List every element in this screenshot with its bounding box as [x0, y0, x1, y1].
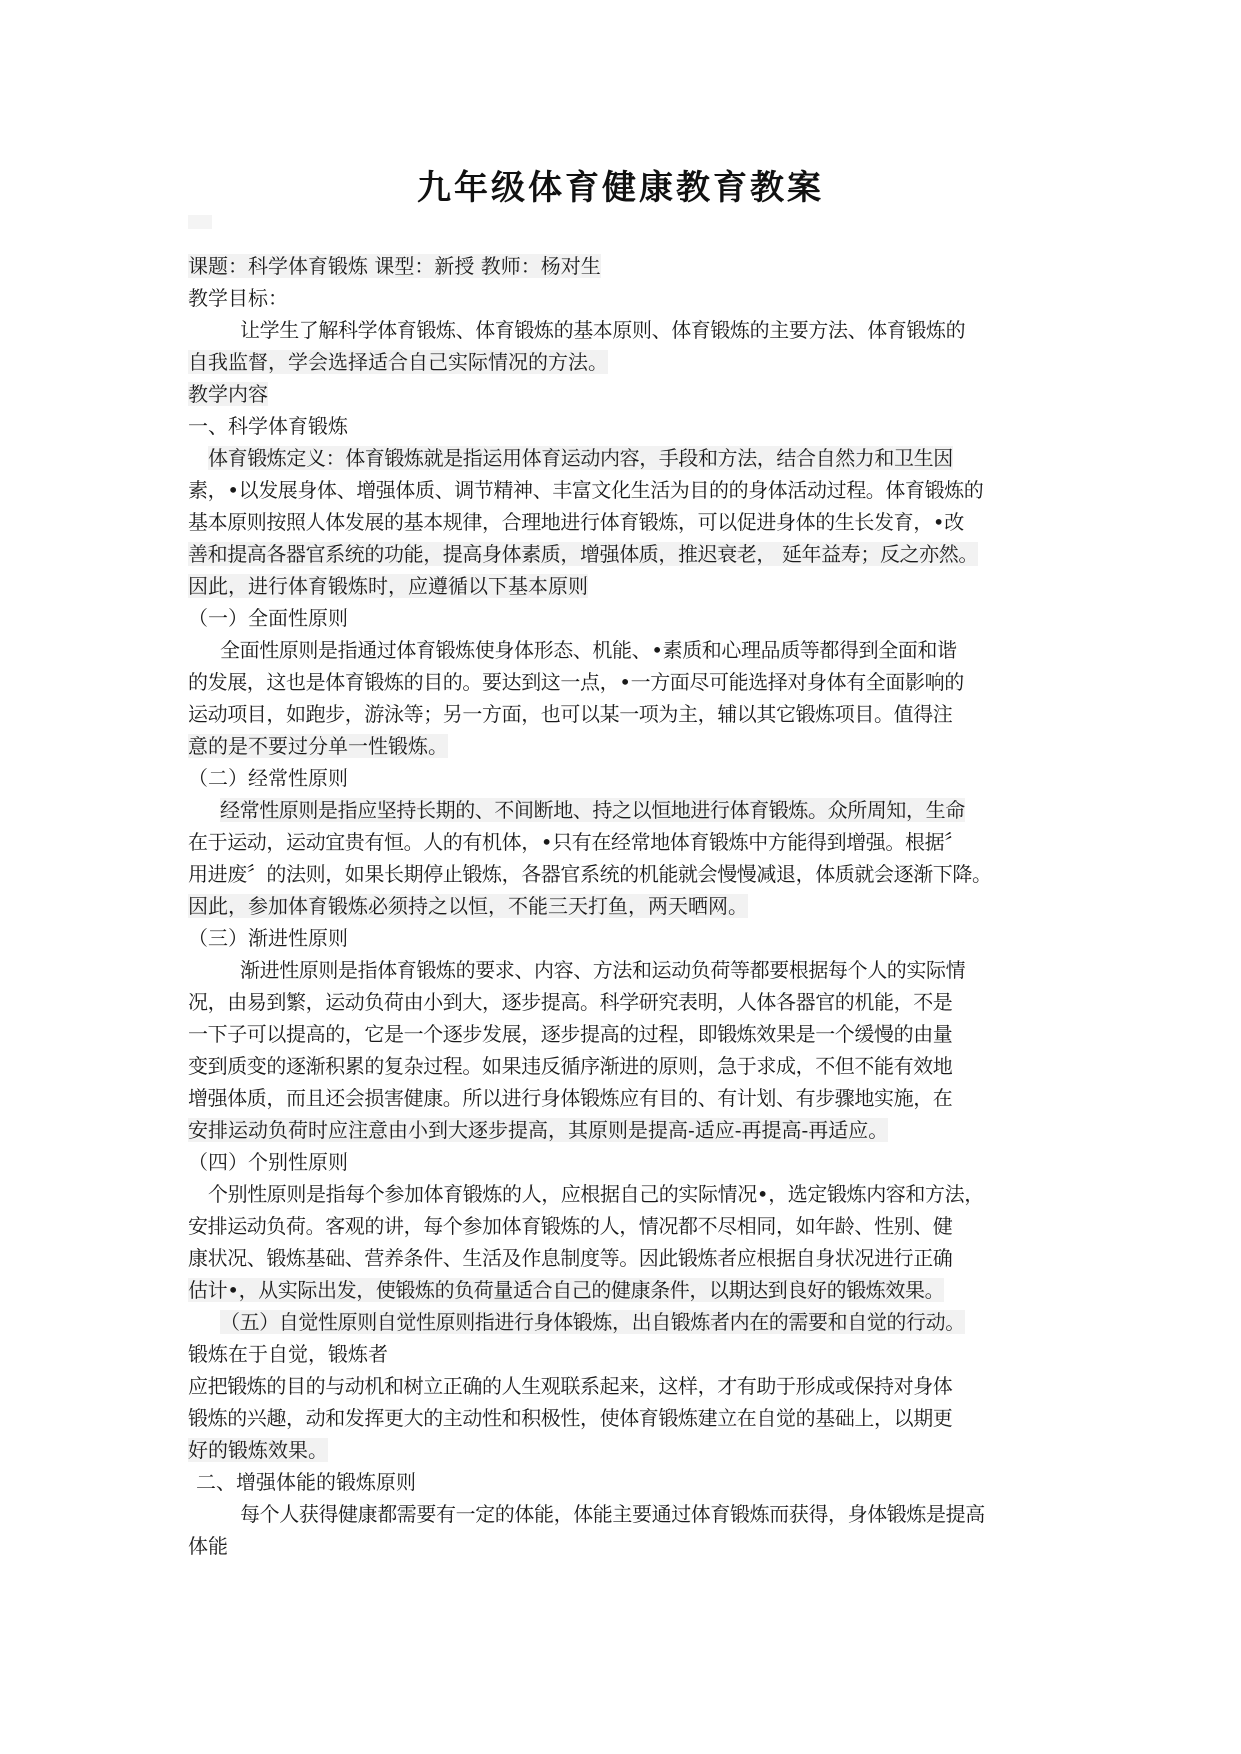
text-line: 课题：科学体育锻炼 课型：新授 教师：杨对生 [188, 254, 601, 278]
text-line: 变到质变的逐渐积累的复杂过程。如果违反循序渐进的原则，急于求成，不但不能有效地 [188, 1054, 953, 1078]
text-line: 自我监督，学会选择适合自己实际情况的方法。 [188, 350, 608, 374]
document-title: 九年级体育健康教育教案 [417, 168, 824, 208]
text-line: （二）经常性原则 [188, 766, 348, 790]
text-line: 全面性原则是指通过体育锻炼使身体形态、机能、•素质和心理品质等都得到全面和谐 [220, 638, 957, 662]
text-line: 好的锻炼效果。 [188, 1438, 328, 1462]
text-line: 安排运动负荷。客观的讲，每个参加体育锻炼的人，情况都不尽相同，如年龄、性别、健 [188, 1214, 953, 1238]
text-line: 因此，参加体育锻炼必须持之以恒，不能三天打鱼，两天晒网。 [188, 894, 748, 918]
text-line: 个别性原则是指每个参加体育锻炼的人，应根据自己的实际情况•，选定锻炼内容和方法， [208, 1182, 984, 1206]
text-line: 善和提高各器官系统的功能，提高身体素质，增强体质，推迟衰老， 延年益寿；反之亦然。 [188, 542, 978, 566]
text-line: 二、增强体能的锻炼原则 [196, 1470, 416, 1494]
document-body [188, 250, 1068, 1562]
text-line: 体育锻炼定义：体育锻炼就是指运用体育运动内容，手段和方法，结合自然力和卫生因 [208, 446, 953, 470]
text-line: 况，由易到繁，运动负荷由小到大，逐步提高。科学研究表明，人体各器官的机能，不是 [188, 990, 953, 1014]
text-line: 体能 [188, 1534, 228, 1558]
text-line: 教学目标： [188, 286, 288, 310]
text-line: 在于运动，运动宜贵有恒。人的有机体，•只有在经常地体育锻炼中方能得到增强。根据〞 [188, 830, 964, 854]
text-line: （五）自觉性原则自觉性原则指进行身体锻炼，出自锻炼者内在的需要和自觉的行动。 [220, 1310, 965, 1334]
text-line: 经常性原则是指应坚持长期的、不间断地、持之以恒地进行体育锻炼。众所周知，生命 [220, 798, 965, 822]
text-line: （三）渐进性原则 [188, 926, 348, 950]
text-line: 渐进性原则是指体育锻炼的要求、内容、方法和运动负荷等都要根据每个人的实际情 [240, 958, 966, 982]
text-line: 锻炼在于自觉，锻炼者 [188, 1342, 388, 1366]
text-line: 估计•，从实际出发，使锻炼的负荷量适合自己的健康条件，以期达到良好的锻炼效果。 [188, 1278, 945, 1302]
text-line: 安排运动负荷时应注意由小到大逐步提高，其原则是提高-适应-再提高-再适应。 [188, 1118, 889, 1142]
text-line: 康状况、锻炼基础、营养条件、生活及作息制度等。因此锻炼者应根据自身状况进行正确 [188, 1246, 953, 1270]
text-line: 意的是不要过分单一性锻炼。 [188, 734, 448, 758]
text-line: 一、科学体育锻炼 [188, 414, 348, 438]
text-line: 因此，进行体育锻炼时，应遵循以下基本原则 [188, 574, 588, 598]
text-line: 用进废〞的法则，如果长期停止锻炼，各器官系统的机能就会慢慢减退，体质就会逐渐下降。 [188, 862, 992, 886]
text-line: 让学生了解科学体育锻炼、体育锻炼的基本原则、体育锻炼的主要方法、体育锻炼的 [240, 318, 966, 342]
text-line: 锻炼的兴趣，动和发挥更大的主动性和积极性，使体育锻炼建立在自觉的基础上，以期更 [188, 1406, 953, 1430]
text-line: 每个人获得健康都需要有一定的体能，体能主要通过体育锻炼而获得，身体锻炼是提高 [240, 1502, 985, 1526]
scan-artifact [188, 215, 212, 229]
text-line: 一下子可以提高的，它是一个逐步发展，逐步提高的过程，即锻炼效果是一个缓慢的由量 [188, 1022, 953, 1046]
text-line: 运动项目，如跑步，游泳等；另一方面，也可以某一项为主，辅以其它锻炼项目。值得注 [188, 702, 953, 726]
text-line: 增强体质，而且还会损害健康。所以进行身体锻炼应有目的、有计划、有步骤地实施，在 [188, 1086, 953, 1110]
text-line: 基本原则按照人体发展的基本规律，合理地进行体育锻炼，可以促进身体的生长发育，•改 [188, 510, 964, 534]
text-line: 应把锻炼的目的与动机和树立正确的人生观联系起来，这样，才有助于形成或保持对身体 [188, 1374, 953, 1398]
text-line: 教学内容 [188, 382, 268, 406]
text-line: （一）全面性原则 [188, 606, 348, 630]
text-line: 的发展，这也是体育锻炼的目的。要达到这一点，•一方面尽可能选择对身体有全面影响的 [188, 670, 964, 694]
text-line: 素，•以发展身体、增强体质、调节精神、丰富文化生活为目的的身体活动过程。体育锻炼的 [188, 478, 984, 502]
text-line: （四）个别性原则 [188, 1150, 348, 1174]
